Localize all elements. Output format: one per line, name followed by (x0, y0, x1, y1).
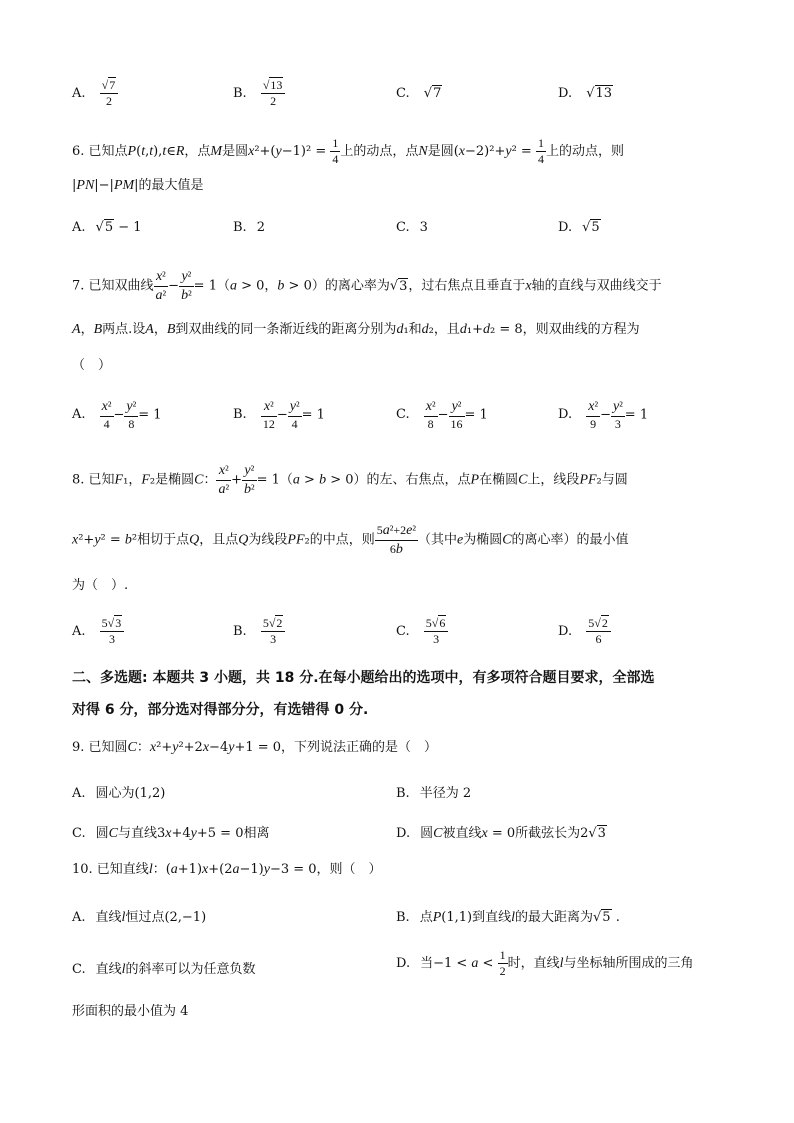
q10-option-d: D. 当−1 < a < $\frac{1}{2}$ 时，直线l与坐标轴所围成的三角 (396, 948, 694, 978)
q9-option-c: C. 圆C与直线3x+4y+5 = 0相离 (72, 826, 270, 841)
q9-stem: 9. 已知圆C：x²+y²+2x−4y+1 = 0，下列说法正确的是（ ） (72, 740, 438, 755)
q6-option-b: B. 2 (233, 220, 265, 235)
q8-option-c: C. $\frac{5√6}{3}$ (396, 616, 448, 647)
q7-option-b: B. $\frac{\text{x²}}{12}$ − $\frac{\text{y²}}{4}$ = 1 (233, 399, 325, 431)
q6-option-d: D. √5 (558, 220, 600, 235)
q6-stem-line1: 6. 已知点P(t,t),t∈R，点M是圆x²+(y−1)² = $\frac{1}{4}$ 上的动点，点N是圆(x−2)²+y² = $\frac{1}{4}$ 上的动点，则 (72, 136, 624, 166)
q6-option-a: A. √5 − 1 (72, 220, 142, 235)
q7-option-d: D. $\frac{\text{x²}}{9}$ − $\frac{\text{y²}}{3}$ = 1 (558, 399, 649, 431)
q8-option-d: D. $\frac{5√2}{6}$ (558, 616, 611, 647)
q10-option-c: C. 直线l的斜率可以为任意负数 (72, 962, 256, 977)
q7-stem-line1: 7. 已知双曲线 $\frac{\text{x²}}{\text{a²}}$ − $\frac{\text{y²}}{\text{b²}}$ = 1（a > 0，b > 0）的离心率为√3，过右焦点且垂直于x轴的直线与双曲线交于 (72, 269, 662, 303)
q7-option-c: C. $\frac{\text{x²}}{8}$ − $\frac{\text{y²}}{16}$ = 1 (396, 399, 488, 431)
q9-option-a: A. 圆心为(1,2) (72, 786, 166, 801)
q6-option-c: C. 3 (396, 220, 428, 235)
q10-option-b: B. 点P(1,1)到直线l的最大距离为√5 . (396, 910, 620, 925)
q7-stem-line3: （ ） (72, 358, 112, 373)
section2-heading-line1: 二、多选题: 本题共 3 小题，共 18 分.在每小题给出的选项中，有多项符合题目要求，全部选 (72, 670, 655, 686)
q8-option-b: B. $\frac{5√2}{3}$ (233, 616, 285, 647)
q9-option-b: B. 半径为 2 (396, 786, 472, 801)
q6-stem-line2: |PN|−|PM|的最大值是 (72, 178, 204, 193)
q7-option-a: A. $\frac{\text{x²}}{4}$ − $\frac{\text{y²}}{8}$ = 1 (72, 399, 162, 431)
q5-option-c: C. √7 (396, 86, 442, 101)
q5-option-a: A. $\frac{√7}{2}$ (72, 78, 118, 109)
section2-heading-line2: 对得 6 分，部分选对得部分分，有选错得 0 分. (72, 702, 369, 718)
q8-option-a: A. $\frac{5√3}{3}$ (72, 616, 124, 647)
q8-stem-line1: 8. 已知F₁，F₂是椭圆C： $\frac{\text{x²}}{\text{a²}}$ + $\frac{\text{y²}}{\text{b²}}$ = 1（a > b > 0）的左、右焦点，点P在椭圆C上，线段PF₂与圆 (72, 463, 628, 497)
q5-option-d: D. √13 (558, 86, 613, 101)
q8-stem-line2: x²+y² = b²相切于点Q，且点Q为线段PF₂的中点，则 $\frac{\text{5a²+2e²}}{6b}$ （其中e为椭圆C的离心率）的最小值 (72, 523, 629, 557)
q10-option-d-continuation: 形面积的最小值为 4 (72, 1004, 189, 1019)
q7-stem-line2: A，B两点.设A，B到双曲线的同一条渐近线的距离分别为d₁和d₂，且d₁+d₂ = 8，则双曲线的方程为 (72, 322, 640, 337)
q10-option-a: A. 直线l恒过点(2,−1) (72, 910, 207, 925)
q5-option-b: B. $\frac{√13}{2}$ (233, 78, 285, 109)
q9-option-d: D. 圆C被直线x = 0所截弦长为2√3 (396, 826, 606, 841)
q8-stem-line3: 为（ ）. (72, 578, 129, 593)
q10-stem: 10. 已知直线l：(a+1)x+(2a−1)y−3 = 0，则（ ） (72, 862, 382, 877)
